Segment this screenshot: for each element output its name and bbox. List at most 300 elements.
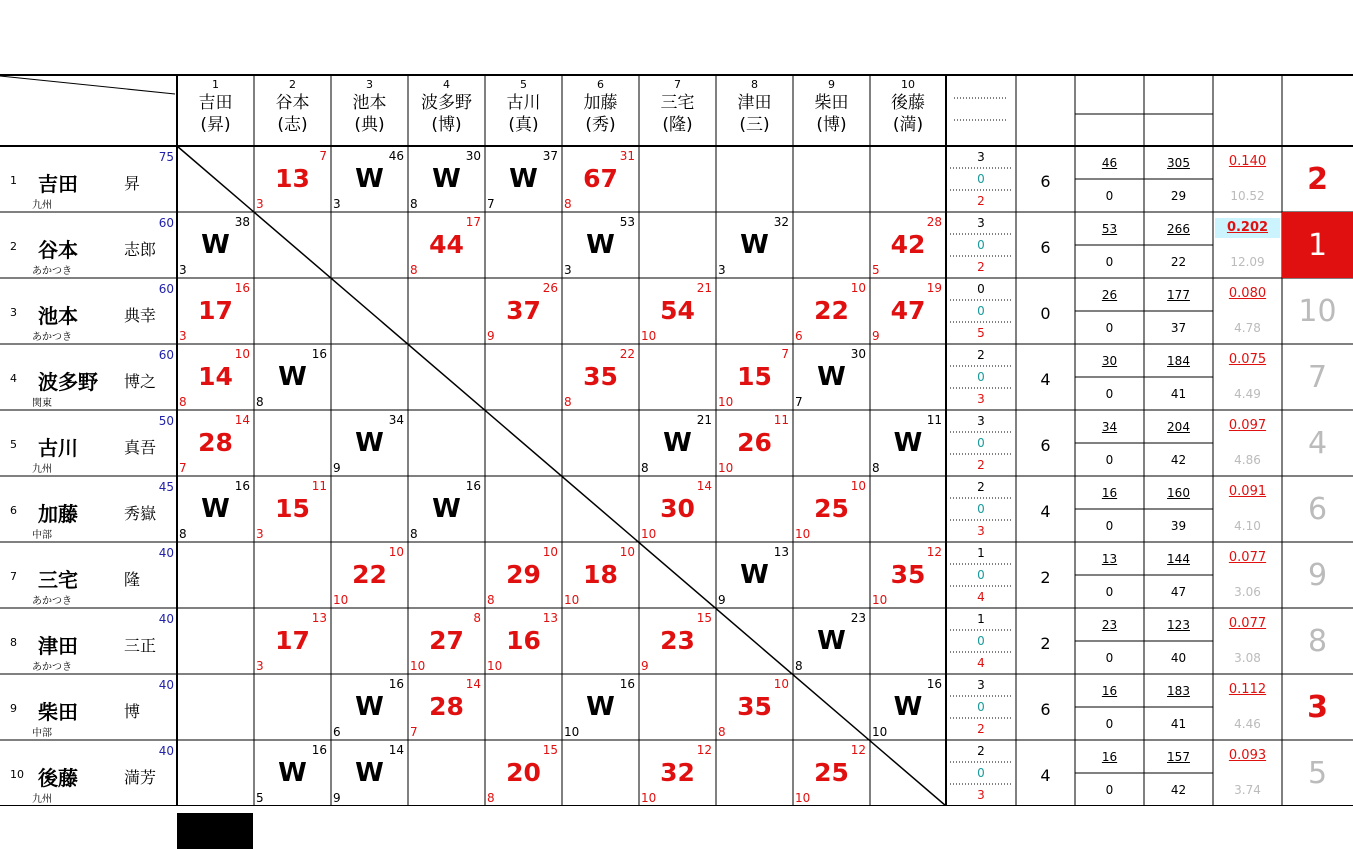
result-rank: 1 (1307, 228, 1328, 263)
player-surname: 後藤 (38, 766, 78, 790)
total-inning: 22 (1170, 255, 1187, 269)
match-points-top: 22 (619, 347, 635, 361)
best-game: 0 (1105, 453, 1114, 467)
result-rank: 9 (1307, 558, 1328, 593)
column-header-10 (870, 78, 946, 136)
column-number: 9 (828, 78, 835, 91)
row-number: 10 (10, 768, 24, 781)
player-surname: 池本 (38, 304, 78, 328)
player-points: 40 (158, 612, 174, 626)
losses-count: 4 (977, 590, 985, 604)
match-points-top: 37 (542, 149, 558, 163)
draws-count: 0 (977, 172, 985, 186)
match-points-top: 21 (696, 413, 712, 427)
match-innings: 6 (333, 725, 341, 739)
winning-point: 4 (1040, 370, 1051, 389)
grand-average: 0.202 (1215, 218, 1280, 238)
best-game: 0 (1105, 717, 1114, 731)
match-score: 35 (583, 362, 618, 391)
column-header-9 (793, 78, 870, 136)
high-run: 46 (1101, 156, 1118, 170)
results-table (0, 74, 1353, 806)
wins-count: 2 (977, 744, 985, 758)
column-initial: (博) (816, 115, 847, 135)
draws-count: 0 (977, 634, 985, 648)
match-innings: 8 (410, 197, 418, 211)
match-score: W (355, 692, 384, 722)
column-name: 古川 (506, 93, 541, 113)
match-points-top: 13 (773, 545, 789, 559)
match-points-top: 16 (311, 743, 327, 757)
result-rank: 5 (1307, 756, 1328, 791)
losses-count: 2 (977, 458, 985, 472)
match-score: 35 (737, 692, 772, 721)
match-points-top: 17 (465, 215, 481, 229)
match-points-top: 32 (773, 215, 789, 229)
column-header-6 (562, 78, 639, 136)
match-points-top: 7 (781, 347, 789, 361)
total-point: 184 (1167, 354, 1190, 368)
best-game: 0 (1105, 783, 1114, 797)
high-run: 26 (1101, 288, 1118, 302)
match-score: 35 (890, 560, 926, 589)
match-score: 32 (660, 758, 695, 787)
match-innings: 3 (256, 527, 264, 541)
match-innings: 7 (487, 197, 495, 211)
match-innings: 8 (564, 197, 572, 211)
match-points-top: 10 (773, 677, 789, 691)
high-run: 53 (1101, 222, 1118, 236)
match-points-top: 10 (850, 479, 866, 493)
total-point: 123 (1167, 618, 1190, 632)
match-score: W (586, 692, 615, 722)
player-points: 60 (158, 348, 174, 362)
row-number: 2 (10, 240, 17, 253)
result-rank: 4 (1307, 426, 1328, 461)
match-innings: 5 (256, 791, 264, 805)
best-game: 0 (1105, 387, 1114, 401)
total-inning: 42 (1170, 783, 1187, 797)
column-header-7 (639, 78, 716, 136)
column-header-8 (716, 78, 793, 136)
grand-average: 0.080 (1228, 286, 1267, 301)
player-surname: 谷本 (38, 238, 78, 262)
match-score: 26 (737, 428, 772, 457)
match-innings: 7 (795, 395, 803, 409)
match-innings: 9 (641, 659, 649, 673)
player-points: 40 (158, 546, 174, 560)
column-name: 谷本 (275, 93, 310, 113)
player-region: あかつき (32, 266, 72, 277)
player-region: 中部 (32, 530, 52, 541)
match-innings: 8 (256, 395, 264, 409)
match-score: W (893, 692, 923, 722)
player-given-name: 満芳 (124, 768, 157, 787)
wins-count: 2 (977, 480, 985, 494)
column-number: 2 (289, 78, 296, 91)
match-points-top: 13 (311, 611, 327, 625)
grand-average: 0.097 (1228, 418, 1267, 433)
match-points-top: 14 (234, 413, 250, 427)
column-number: 3 (366, 78, 373, 91)
column-initial: (真) (508, 115, 539, 135)
match-innings: 10 (718, 395, 734, 409)
match-score: 67 (583, 164, 618, 193)
match-score: W (355, 758, 384, 788)
match-innings: 8 (641, 461, 649, 475)
legend-box-1 (177, 813, 253, 849)
match-score: 54 (660, 296, 695, 325)
grand-average: 0.077 (1228, 616, 1267, 631)
player-region: 中部 (32, 728, 52, 739)
match-points-top: 15 (542, 743, 558, 757)
best-game: 0 (1105, 255, 1114, 269)
column-header-5 (485, 78, 562, 136)
match-score: 37 (506, 296, 541, 325)
match-innings: 10 (641, 791, 657, 805)
column-name: 波多野 (421, 93, 472, 113)
column-number: 7 (674, 78, 681, 91)
player-given-name: 典幸 (124, 306, 157, 325)
match-score: 13 (275, 164, 310, 193)
match-points-top: 16 (311, 347, 327, 361)
column-name: 池本 (352, 93, 387, 113)
grand-average-secondary: 12.09 (1230, 255, 1265, 269)
match-innings: 8 (718, 725, 726, 739)
grand-average-secondary: 4.86 (1234, 453, 1261, 467)
match-points-top: 28 (926, 215, 942, 229)
column-initial: (典) (354, 115, 385, 135)
grand-average-secondary: 3.74 (1234, 783, 1261, 797)
grand-average-secondary: 3.08 (1234, 651, 1261, 665)
column-name: 後藤 (891, 93, 925, 113)
high-run: 34 (1101, 420, 1118, 434)
losses-count: 5 (977, 326, 985, 340)
result-rank: 2 (1307, 162, 1328, 197)
grand-average: 0.075 (1228, 352, 1267, 367)
match-points-top: 11 (926, 413, 942, 427)
winning-point: 6 (1040, 436, 1051, 455)
total-point: 204 (1167, 420, 1190, 434)
player-surname: 三宅 (38, 568, 78, 592)
match-innings: 7 (410, 725, 418, 739)
match-innings: 3 (718, 263, 726, 277)
match-innings: 6 (795, 329, 803, 343)
match-innings: 3 (564, 263, 572, 277)
match-score: 28 (429, 692, 464, 721)
match-points-top: 15 (696, 611, 712, 625)
draws-count: 0 (977, 700, 985, 714)
match-innings: 8 (795, 659, 803, 673)
player-surname: 津田 (38, 634, 78, 658)
column-initial: (志) (277, 115, 308, 135)
match-points-top: 34 (388, 413, 404, 427)
column-initial: (博) (431, 115, 462, 135)
column-name: 津田 (737, 93, 772, 113)
column-number: 5 (520, 78, 527, 91)
match-points-top: 14 (465, 677, 481, 691)
winning-point: 4 (1040, 766, 1051, 785)
grand-average-secondary: 4.10 (1234, 519, 1261, 533)
grand-average-secondary: 4.78 (1234, 321, 1261, 335)
total-point: 266 (1167, 222, 1190, 236)
column-number: 4 (443, 78, 450, 91)
match-innings: 10 (795, 791, 811, 805)
draws-count: 0 (977, 238, 985, 252)
match-points-top: 13 (542, 611, 558, 625)
match-points-top: 12 (926, 545, 942, 559)
winning-point: 6 (1040, 238, 1051, 257)
match-points-top: 7 (319, 149, 327, 163)
row-number: 9 (10, 702, 17, 715)
match-points-top: 10 (850, 281, 866, 295)
match-innings: 10 (333, 593, 349, 607)
match-points-top: 8 (473, 611, 481, 625)
match-points-top: 30 (850, 347, 866, 361)
match-points-top: 16 (234, 281, 250, 295)
winning-point: 4 (1040, 502, 1051, 521)
match-score: 14 (198, 362, 233, 391)
match-innings: 3 (179, 329, 187, 343)
match-score: 16 (506, 626, 541, 655)
wins-count: 3 (977, 216, 985, 230)
losses-count: 4 (977, 656, 985, 670)
match-innings: 8 (179, 527, 187, 541)
grand-average: 0.112 (1228, 682, 1267, 697)
player-points: 60 (158, 282, 174, 296)
best-game: 0 (1105, 321, 1114, 335)
match-score: 22 (352, 560, 387, 589)
grand-average-secondary: 4.46 (1234, 717, 1261, 731)
wins-count: 2 (977, 348, 985, 362)
player-points: 60 (158, 216, 174, 230)
total-inning: 40 (1170, 651, 1187, 665)
player-surname: 古川 (38, 436, 78, 460)
column-name: 柴田 (814, 93, 849, 113)
column-number: 10 (901, 78, 915, 91)
match-points-top: 19 (926, 281, 942, 295)
match-points-top: 11 (311, 479, 327, 493)
player-given-name: 三正 (124, 636, 157, 655)
match-score: 23 (660, 626, 695, 655)
column-number: 8 (751, 78, 758, 91)
column-initial: (隆) (662, 115, 693, 135)
draws-count: 0 (977, 766, 985, 780)
best-game: 0 (1105, 651, 1114, 665)
wins-count: 0 (977, 282, 985, 296)
player-region: 九州 (32, 464, 52, 475)
match-points-top: 31 (619, 149, 635, 163)
column-initial: (三) (739, 115, 770, 135)
match-innings: 10 (872, 593, 888, 607)
match-points-top: 16 (926, 677, 942, 691)
match-score: 44 (429, 230, 464, 259)
winning-point: 6 (1040, 172, 1051, 191)
match-innings: 10 (872, 725, 888, 739)
match-points-top: 30 (465, 149, 481, 163)
high-run: 16 (1101, 750, 1118, 764)
total-point: 183 (1167, 684, 1190, 698)
high-run: 23 (1101, 618, 1118, 632)
row-number: 5 (10, 438, 17, 451)
total-point: 305 (1167, 156, 1190, 170)
column-header-1 (177, 78, 254, 136)
match-points-top: 53 (619, 215, 635, 229)
match-points-top: 14 (388, 743, 404, 757)
losses-count: 2 (977, 260, 985, 274)
total-point: 160 (1167, 486, 1190, 500)
player-points: 75 (158, 150, 174, 164)
match-innings: 8 (410, 263, 418, 277)
match-innings: 9 (487, 329, 495, 343)
match-innings: 10 (641, 329, 657, 343)
match-points-top: 10 (619, 545, 635, 559)
match-score: 28 (198, 428, 233, 457)
total-point: 177 (1167, 288, 1190, 302)
row-number: 7 (10, 570, 17, 583)
grand-average: 0.077 (1228, 550, 1267, 565)
match-innings: 9 (872, 329, 880, 343)
match-innings: 7 (179, 461, 187, 475)
match-score: W (278, 362, 307, 392)
draws-count: 0 (977, 568, 985, 582)
draws-count: 0 (977, 436, 985, 450)
losses-count: 3 (977, 524, 985, 538)
player-points: 50 (158, 414, 174, 428)
total-point: 144 (1167, 552, 1190, 566)
match-score: 42 (890, 230, 926, 259)
winning-point: 2 (1040, 568, 1051, 587)
match-innings: 3 (256, 197, 264, 211)
column-initial: (昇) (200, 115, 231, 135)
column-initial: (満) (892, 115, 924, 135)
player-surname: 加藤 (38, 502, 78, 526)
losses-count: 3 (977, 392, 985, 406)
match-score: W (201, 230, 230, 260)
draws-count: 0 (977, 370, 985, 384)
match-innings: 3 (333, 197, 341, 211)
player-region: あかつき (32, 332, 72, 343)
player-given-name: 隆 (124, 570, 141, 589)
match-innings: 8 (487, 791, 495, 805)
row-number: 1 (10, 174, 17, 187)
match-innings: 8 (564, 395, 572, 409)
column-header-2 (254, 78, 331, 136)
match-innings: 10 (410, 659, 426, 673)
wins-count: 1 (977, 546, 985, 560)
match-score: W (817, 626, 846, 656)
result-rank: 7 (1307, 360, 1328, 395)
high-run: 13 (1101, 552, 1118, 566)
match-score: W (278, 758, 307, 788)
match-points-top: 11 (773, 413, 789, 427)
player-points: 40 (158, 678, 174, 692)
player-given-name: 秀嶽 (124, 504, 157, 523)
draws-count: 0 (977, 502, 985, 516)
wins-count: 1 (977, 612, 985, 626)
result-rank: 3 (1307, 690, 1328, 725)
match-score: 15 (275, 494, 310, 523)
match-score: 17 (198, 296, 233, 325)
row-number: 3 (10, 306, 17, 319)
player-region: 九州 (32, 200, 52, 211)
match-points-top: 26 (542, 281, 558, 295)
match-points-top: 10 (234, 347, 250, 361)
column-initial: (秀) (585, 115, 616, 135)
match-score: W (740, 560, 769, 590)
player-surname: 波多野 (38, 370, 98, 394)
column-header-4 (408, 78, 485, 136)
match-innings: 10 (718, 461, 734, 475)
match-score: 25 (814, 758, 849, 787)
match-score: W (663, 428, 692, 458)
match-score: 18 (583, 560, 618, 589)
match-score: W (201, 494, 230, 524)
total-inning: 29 (1170, 189, 1187, 203)
match-score: W (355, 428, 384, 458)
match-innings: 10 (795, 527, 811, 541)
grand-average-secondary: 3.06 (1234, 585, 1261, 599)
player-given-name: 博 (124, 702, 141, 721)
wins-count: 3 (977, 414, 985, 428)
high-run: 16 (1101, 684, 1118, 698)
total-inning: 42 (1170, 453, 1187, 467)
best-game: 0 (1105, 519, 1114, 533)
match-score: W (432, 164, 461, 194)
match-innings: 9 (718, 593, 726, 607)
match-innings: 10 (564, 725, 580, 739)
column-header-3 (331, 78, 408, 136)
match-points-top: 14 (696, 479, 712, 493)
match-points-top: 16 (619, 677, 635, 691)
player-points: 40 (158, 744, 174, 758)
match-innings: 3 (256, 659, 264, 673)
match-points-top: 38 (234, 215, 250, 229)
wins-count: 3 (977, 150, 985, 164)
match-innings: 8 (179, 395, 187, 409)
total-inning: 47 (1170, 585, 1187, 599)
match-score: 15 (737, 362, 772, 391)
match-points-top: 10 (542, 545, 558, 559)
match-innings: 9 (333, 791, 341, 805)
match-score: 29 (506, 560, 541, 589)
match-points-top: 16 (234, 479, 250, 493)
player-points: 45 (158, 480, 174, 494)
row-number: 4 (10, 372, 17, 385)
match-innings: 8 (487, 593, 495, 607)
player-given-name: 志郎 (124, 240, 157, 259)
match-score: 20 (506, 758, 541, 787)
losses-count: 2 (977, 194, 985, 208)
total-inning: 39 (1170, 519, 1187, 533)
player-surname: 柴田 (38, 700, 78, 724)
match-score: W (586, 230, 615, 260)
grand-average: 0.093 (1228, 748, 1267, 763)
match-innings: 3 (179, 263, 187, 277)
player-region: あかつき (32, 596, 72, 607)
losses-count: 3 (977, 788, 985, 802)
column-name: 加藤 (583, 93, 618, 113)
match-innings: 9 (333, 461, 341, 475)
best-game: 0 (1105, 585, 1114, 599)
match-innings: 5 (872, 263, 880, 277)
total-point: 157 (1167, 750, 1190, 764)
match-points-top: 12 (696, 743, 712, 757)
match-score: 25 (814, 494, 849, 523)
column-name: 吉田 (198, 93, 233, 113)
match-score: 22 (814, 296, 849, 325)
high-run: 30 (1101, 354, 1118, 368)
